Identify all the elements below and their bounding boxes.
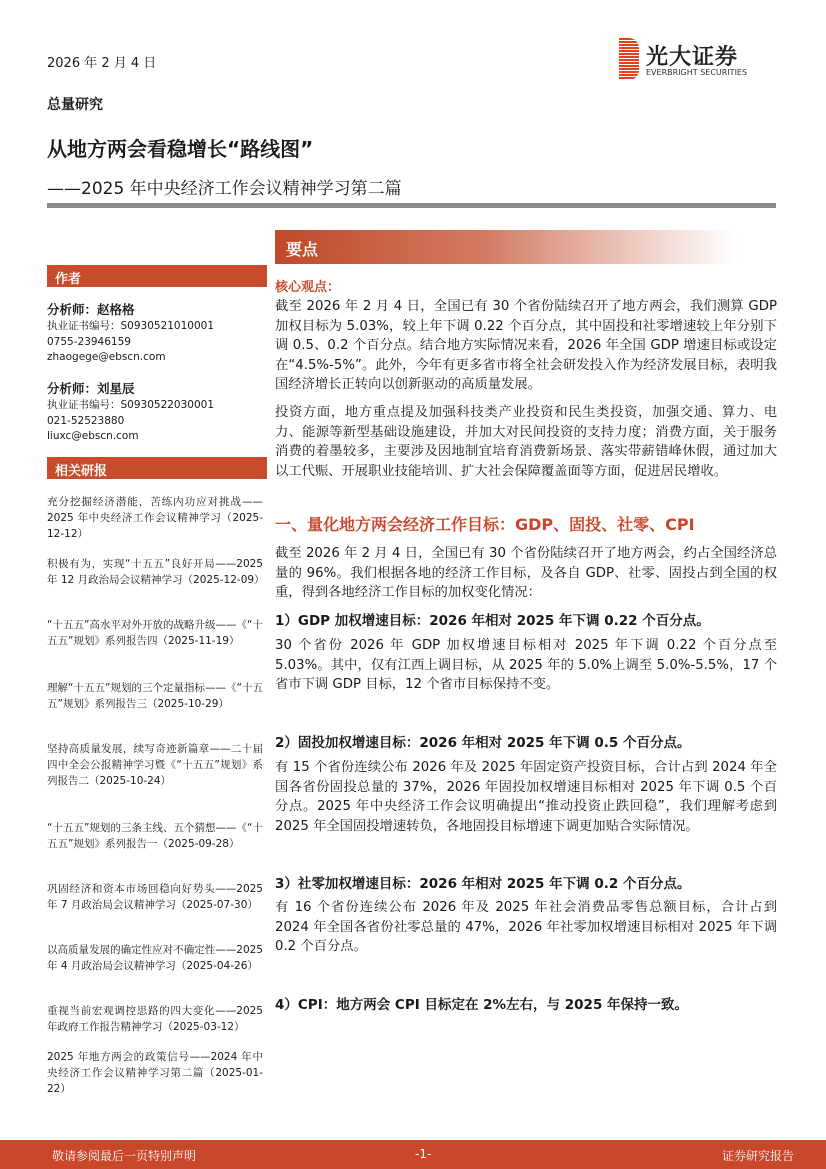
section-title: 一、量化地方两会经济工作目标：GDP、固投、社零、CPI bbox=[275, 515, 695, 534]
analyst-cert: 执业证书编号：S0930522030001 bbox=[47, 399, 215, 411]
footer-report-type: 证券研究报告 bbox=[722, 1149, 795, 1163]
analyst-phone: 0755-23946159 bbox=[47, 335, 131, 348]
authors-heading-label: 作者 bbox=[55, 272, 82, 287]
related-report-item[interactable]: 巩固经济和资本市场回稳向好势头——2025 年 7 月政治局会议精神学习（2025-07-30） bbox=[47, 883, 263, 911]
related-report-item[interactable]: 理解“十五五”规划的三个定量指标——《“十五五”规划》系列报告三（2025-10-29） bbox=[47, 682, 263, 710]
logo-mark-icon bbox=[619, 38, 639, 80]
core-view-label: 核心观点： bbox=[275, 280, 341, 295]
report-date: 2026 年 2 月 4 日 bbox=[47, 56, 157, 71]
related-report-item[interactable]: 积极有为，实现“十五五”良好开局——2025 年 12 月政治局会议精神学习（2025-12-09） bbox=[47, 558, 265, 586]
title-divider bbox=[47, 203, 776, 208]
related-report-item[interactable]: 2025 年地方两会的政策信号——2024 年中央经济工作会议精神学习第二篇（2025-01-22） bbox=[47, 1051, 263, 1095]
related-report-item[interactable]: “十五五”规划的三条主线、五个猜想——《“十五五”规划》系列报告一（2025-09-28） bbox=[47, 822, 263, 850]
related-heading-label: 相关研报 bbox=[55, 464, 108, 479]
report-title: 从地方两会看稳增长“路线图” bbox=[47, 137, 314, 161]
subsection-title: 4）CPI：地方两会 CPI 目标定在 2%左右，与 2025 年保持一致。 bbox=[275, 997, 689, 1013]
subsection-title: 2）固投加权增速目标：2026 年相对 2025 年下调 0.5 个百分点。 bbox=[275, 735, 691, 751]
analyst-cert: 执业证书编号：S0930521010001 bbox=[47, 320, 215, 332]
page-footer bbox=[0, 1140, 826, 1169]
page-number: -1- bbox=[415, 1147, 432, 1161]
logo-en: EVERBRIGHT SECURITIES bbox=[646, 68, 748, 77]
subsection-title: 1）GDP 加权增速目标：2026 年相对 2025 年下调 0.22 个百分点。 bbox=[275, 613, 710, 629]
analyst-card bbox=[47, 301, 267, 366]
related-report-item[interactable]: “十五五”高水平对外开放的战略升级——《“十五五”规划》系列报告四（2025-11-19） bbox=[47, 619, 263, 647]
core-paragraph: 截至 2026 年 2 月 4 日，全国已有 30 个省份陆续召开了地方两会，我们测算 GDP 加权目标为 5.03%，较上年下调 0.22 个百分点，其中固投和社零增速较上年分别下调 0.5、0.2 个百分点。结合地方实际情况来看，2026 年全国 GDP 增速目标或设定在“4.5%-5%”。此外，今年有更多省市将全社会研发投入作为经济发展目标，表明我国经济增长正转向以创新驱动的高质量发展。 bbox=[275, 299, 777, 392]
related-report-item[interactable]: 坚持高质量发展，续写奇迹新篇章——二十届四中全会公报精神学习暨《“十五五”规划》系列报告二（2025-10-24） bbox=[47, 743, 263, 787]
analyst-email[interactable]: zhaogege@ebscn.com bbox=[47, 351, 166, 363]
related-reports-heading bbox=[47, 457, 267, 479]
analyst-card bbox=[47, 380, 267, 445]
logo-cn: 光大证券 bbox=[646, 45, 739, 70]
core-paragraph: 投资方面，地方重点提及加强科技类产业投资和民生类投资，加强交通、算力、电力、能源等新型基础设施建设，并加大对民间投资的支持力度；消费方面，关于服务消费的着墨较多，主要涉及因地制宜培育消费新场景、落实带薪错峰休假，通过加大以工代赈、开展职业技能培训、扩大社会保障覆盖面等方面，促进居民增收。 bbox=[275, 405, 777, 479]
authors-heading bbox=[47, 265, 267, 287]
section-intro: 截至 2026 年 2 月 4 日，全国已有 30 个省份陆续召开了地方两会，约占全国经济总量的 96%。我们根据各地的经济工作目标，及各自 GDP、社零、固投占到全国的权重，得到各地经济工作目标的加权变化情况： bbox=[275, 546, 777, 600]
related-report-item[interactable]: 充分挖掘经济潜能，苦练内功应对挑战——2025 年中央经济工作会议精神学习（2025-12-12） bbox=[47, 496, 263, 540]
subsection-title: 3）社零加权增速目标：2026 年相对 2025 年下调 0.2 个百分点。 bbox=[275, 876, 691, 892]
footer-disclaimer[interactable]: 敬请参阅最后一页特别声明 bbox=[52, 1149, 197, 1163]
related-report-item[interactable]: 以高质量发展的确定性应对不确定性——2025 年 4 月政治局会议精神学习（2025-04-26） bbox=[47, 944, 263, 972]
key-points-heading: 要点 bbox=[286, 240, 319, 259]
report-category: 总量研究 bbox=[47, 97, 103, 113]
subsection-body: 30 个省份 2026 年 GDP 加权增速目标相对 2025 年下调 0.22 个百分点至 5.03%。其中，仅有江西上调目标，从 2025 年的 5.0%上调至 5.0%-5.5%，17 个省市下调 GDP 目标，12 个省市目标保持不变。 bbox=[275, 638, 777, 692]
analyst-name: 分析师：刘星辰 bbox=[47, 381, 135, 396]
related-report-item[interactable]: 重视当前宏观调控思路的四大变化——2025 年政府工作报告精神学习（2025-03-12） bbox=[47, 1005, 263, 1033]
analyst-name: 分析师：赵格格 bbox=[47, 302, 135, 317]
subsection-body: 有 16 个省份连续公布 2026 年及 2025 年社会消费品零售总额目标，合计占到 2024 年全国各省份社零总量的 47%，2026 年社零加权增速目标相对 2025 年下调 0.2 个百分点。 bbox=[275, 900, 777, 954]
report-subtitle: ——2025 年中央经济工作会议精神学习第二篇 bbox=[47, 179, 402, 199]
analyst-phone: 021-52523880 bbox=[47, 414, 125, 427]
subsection-body: 有 15 个省份连续公布 2026 年及 2025 年固定资产投资目标，合计占到 2024 年全国各省份固投总量的 37%，2026 年固投加权增速目标相对 2025 年下调 0.5 个百分点。2025 年中央经济工作会议明确提出“推动投资止跌回稳”，我们理解考虑到 2025 年全国固投增速转负，各地固投目标增速下调更加贴合实际情况。 bbox=[275, 760, 777, 834]
key-points-banner bbox=[275, 230, 735, 264]
analyst-email[interactable]: liuxc@ebscn.com bbox=[47, 430, 139, 442]
everbright-logo bbox=[619, 38, 769, 80]
